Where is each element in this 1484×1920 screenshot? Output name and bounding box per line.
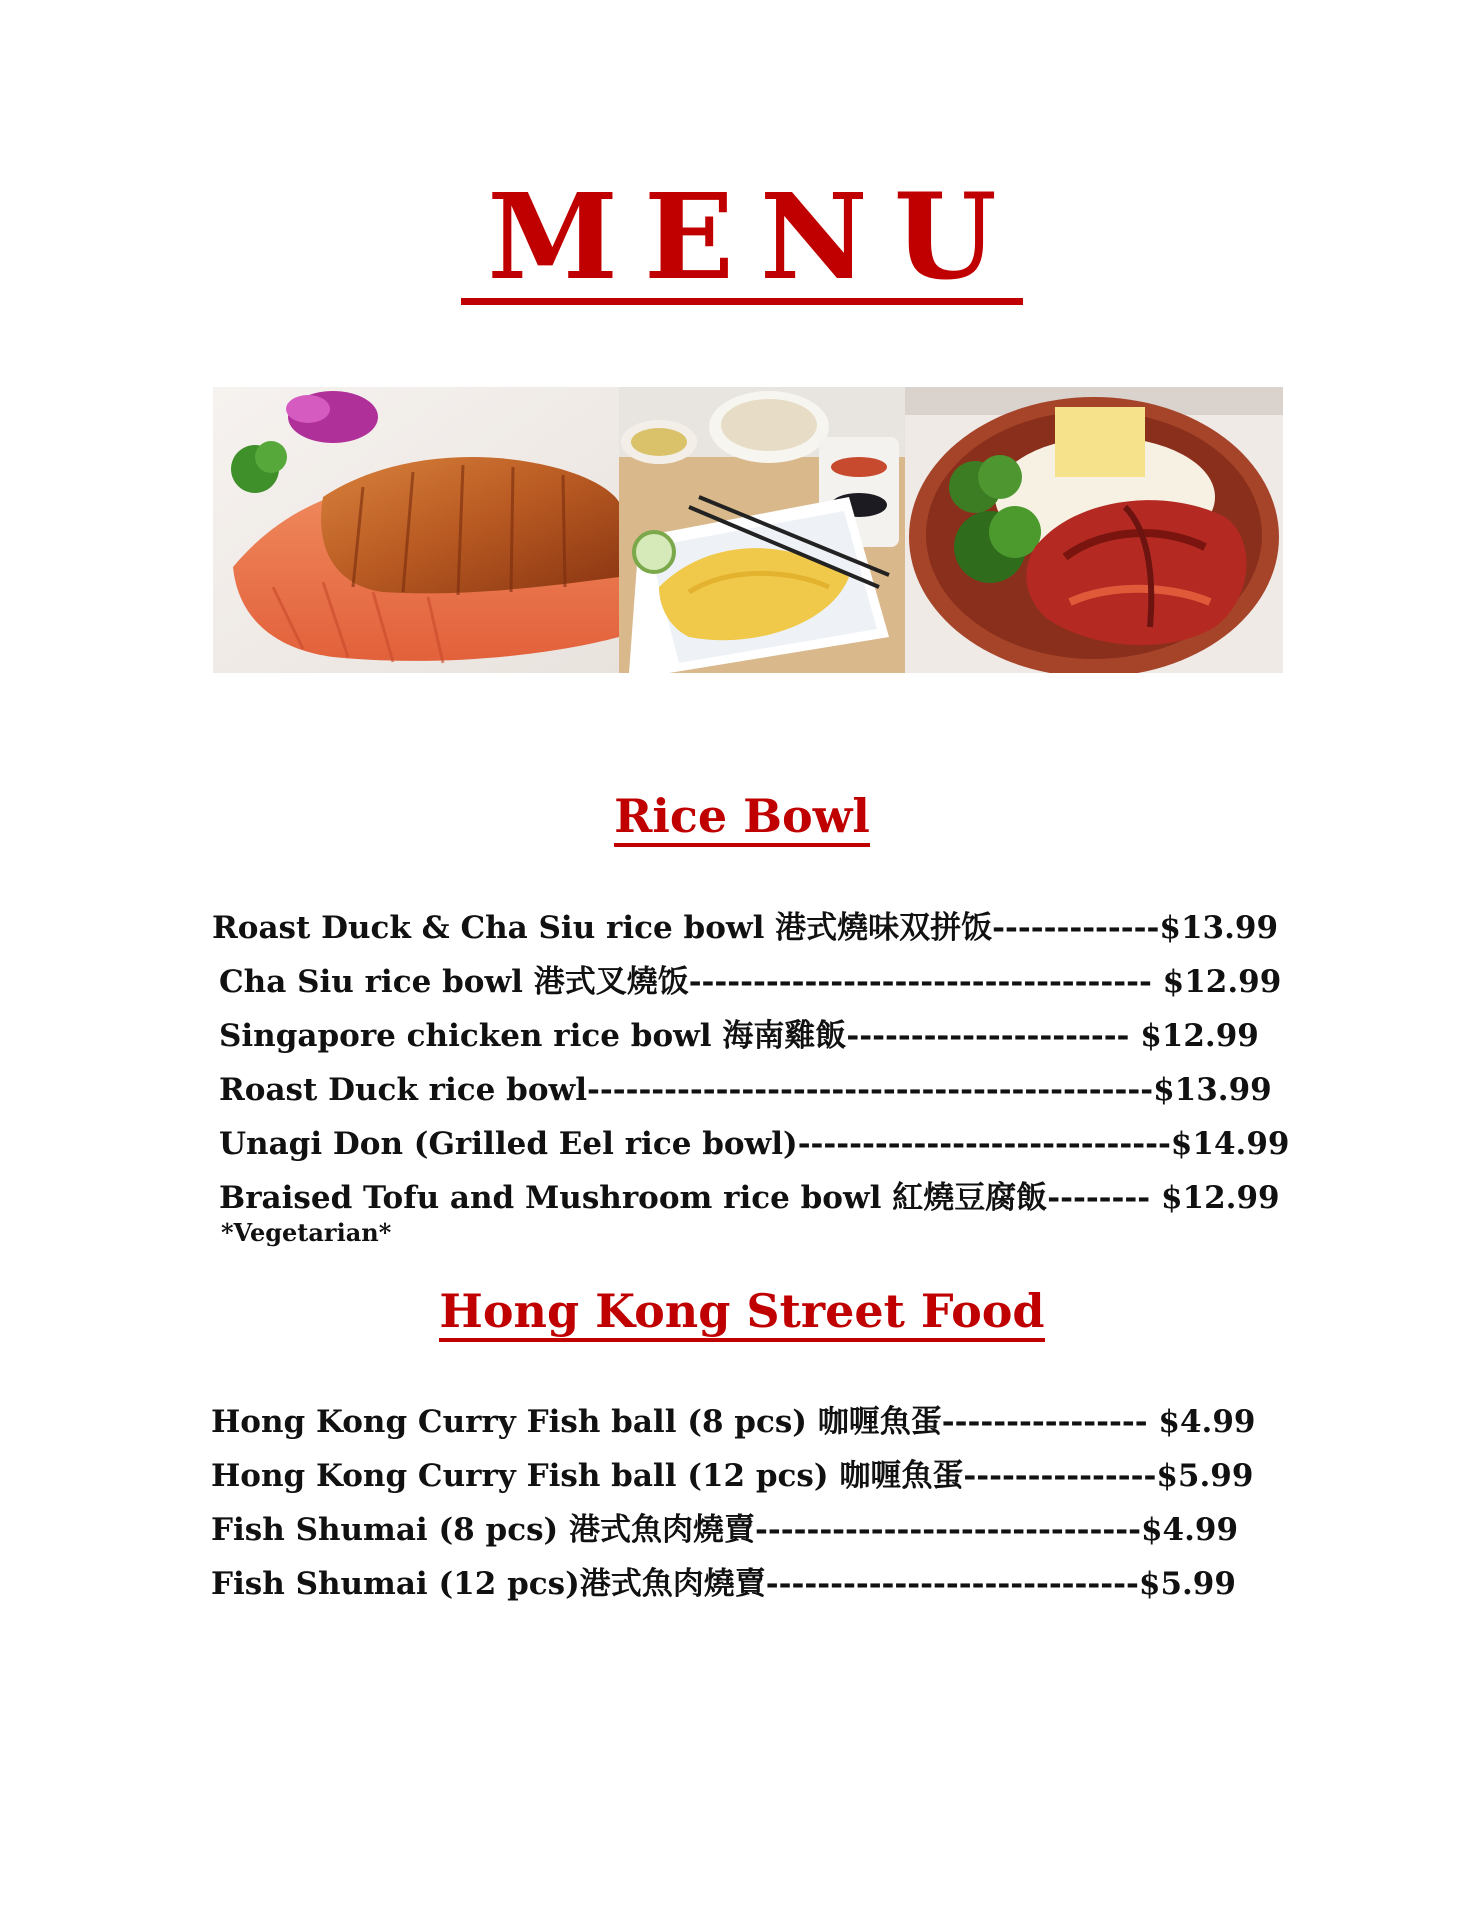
rice-bowl-heading-text: Rice Bowl xyxy=(614,789,870,847)
menu-item-text: Unagi Don (Grilled Eel rice bowl)-----------------------------$14.99 xyxy=(219,1126,1290,1162)
hainan-chicken-photo xyxy=(619,387,905,673)
menu-item-text: Hong Kong Curry Fish ball (8 pcs) 咖喱魚蛋---------------- $4.99 xyxy=(211,1404,1256,1440)
menu-item-text: Fish Shumai (12 pcs)港式魚肉燒賣-----------------------------$5.99 xyxy=(211,1566,1236,1602)
roast-duck-photo xyxy=(213,387,619,673)
section-heading-rice-bowl xyxy=(0,788,1484,844)
menu-item xyxy=(212,908,1278,948)
section-heading-hong-kong-street-food xyxy=(0,1283,1484,1339)
photo-strip xyxy=(213,387,1283,673)
cha-siu-bowl-photo xyxy=(905,387,1283,673)
menu-item xyxy=(219,962,1281,1002)
menu-item-text: Hong Kong Curry Fish ball (12 pcs) 咖喱魚蛋---------------$5.99 xyxy=(211,1458,1254,1494)
menu-item-text: Singapore chicken rice bowl 海南雞飯---------------------- $12.99 xyxy=(219,1018,1259,1054)
menu-item xyxy=(219,1070,1272,1110)
menu-item-text: Roast Duck & Cha Siu rice bowl 港式燒味双拼饭-------------$13.99 xyxy=(212,910,1279,946)
menu-item xyxy=(211,1456,1253,1496)
menu-item-text: Fish Shumai (8 pcs) 港式魚肉燒賣------------------------------$4.99 xyxy=(211,1512,1239,1548)
menu-item-text: Cha Siu rice bowl 港式叉燒饭------------------------------------ $12.99 xyxy=(219,964,1282,1000)
menu-item xyxy=(219,1016,1259,1056)
menu-item xyxy=(211,1510,1238,1550)
menu-item xyxy=(211,1564,1236,1604)
menu-item xyxy=(219,1178,1280,1218)
vegetarian-note: *Vegetarian* xyxy=(221,1218,392,1247)
menu-item-text: Roast Duck rice bowl--------------------------------------------$13.99 xyxy=(219,1072,1272,1108)
menu-item xyxy=(211,1402,1256,1442)
menu-item-text: Braised Tofu and Mushroom rice bowl 紅燒豆腐飯-------- $12.99 xyxy=(219,1180,1280,1216)
menu-title xyxy=(0,167,1484,306)
menu-title-text: MENU xyxy=(461,178,1022,305)
menu-item xyxy=(219,1124,1289,1164)
hk-street-food-heading-text: Hong Kong Street Food xyxy=(439,1284,1044,1342)
